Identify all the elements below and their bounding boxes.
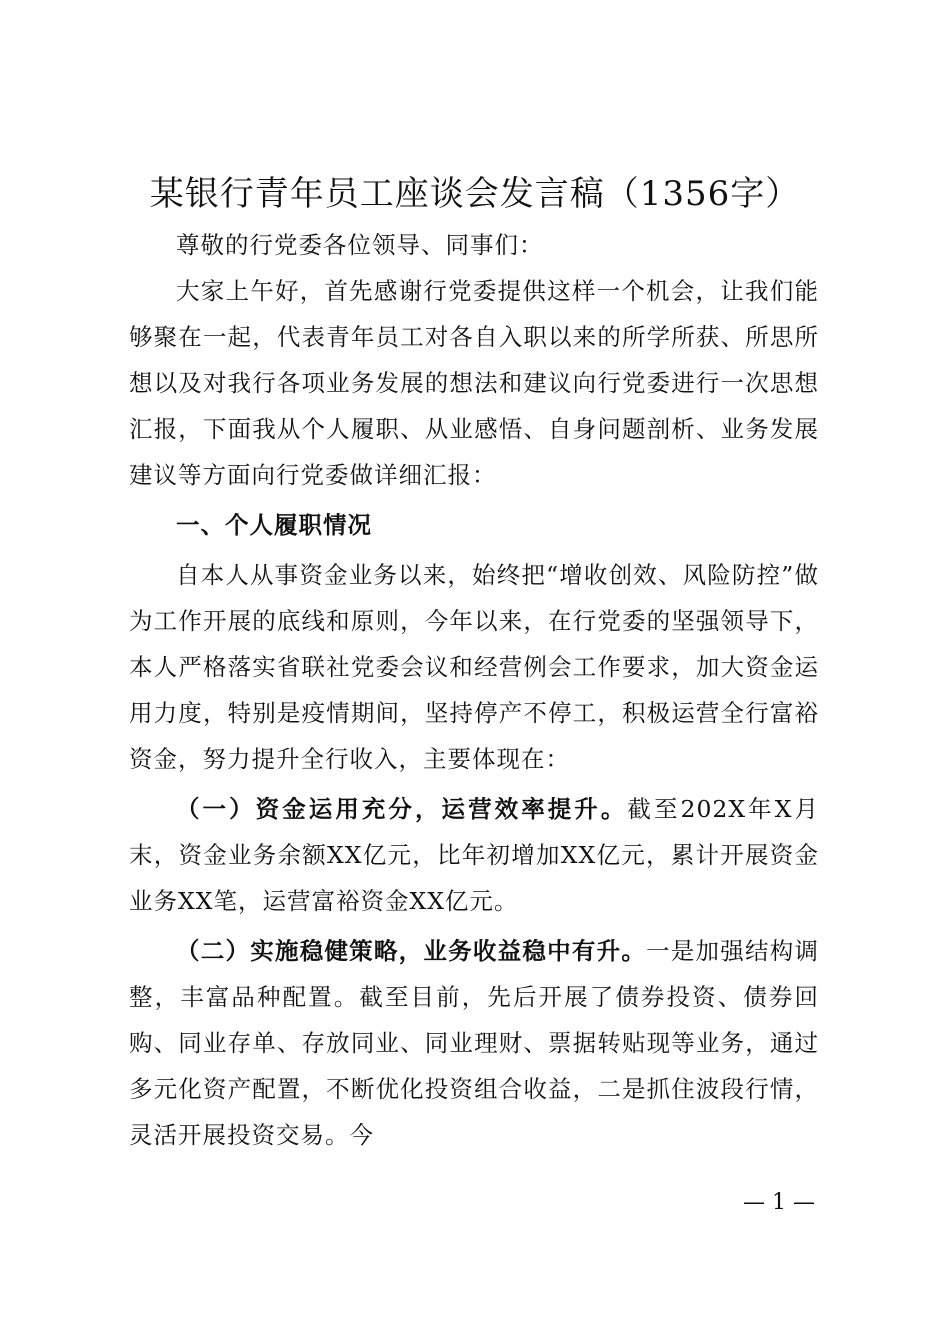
document-body (129, 222, 819, 1158)
document-title: 某银行青年员工座谈会发言稿（1356字） (149, 174, 801, 214)
item-paragraph-1 (129, 786, 819, 924)
page-number: — 1 — (743, 1190, 815, 1215)
item-text-2: 一是加强结构调整，丰富品种配置。截至目前，先后开展了债券投资、债券回购、同业存单、存放同业、同业理财、票据转贴现等业务，通过多元化资产配置，不断优化投资组合收益，二是抓住波段行情，灵活开展投资交易。今 (129, 937, 820, 1149)
item-text-1: 截至202X年X月末，资金业务余额XX亿元，比年初增加XX亿元，累计开展资金业务XX笔，运营富裕资金XX亿元。 (129, 795, 819, 915)
intro-paragraph: 大家上午好，首先感谢行党委提供这样一个机会，让我们能够聚在一起，代表青年员工对各自入职以来的所学所获、所思所想以及对我行各项业务发展的想法和建议向行党委进行一次思想汇报，下面我从个人履职、从业感悟、自身问题剖析、业务发展建议等方面向行党委做详细汇报： (129, 277, 819, 489)
item-lead-1: （一）资金运用充分，运营效率提升。 (176, 795, 628, 823)
section-heading: 一、个人履职情况 (176, 511, 372, 539)
item-paragraph-2 (129, 928, 819, 1158)
salutation: 尊敬的行党委各位领导、同事们： (176, 231, 544, 259)
item-lead-2: （二）实施稳健策略，业务收益稳中有升。 (176, 937, 647, 965)
section-paragraph: 自本人从事资金业务以来，始终把“增收创效、风险防控”做为工作开展的底线和原则，今年以来，在行党委的坚强领导下，本人严格落实省联社党委会议和经营例会工作要求，加大资金运用力度，特别是疫情期间，坚持停产不停工，积极运营全行富裕资金，努力提升全行收入，主要体现在： (129, 561, 819, 773)
